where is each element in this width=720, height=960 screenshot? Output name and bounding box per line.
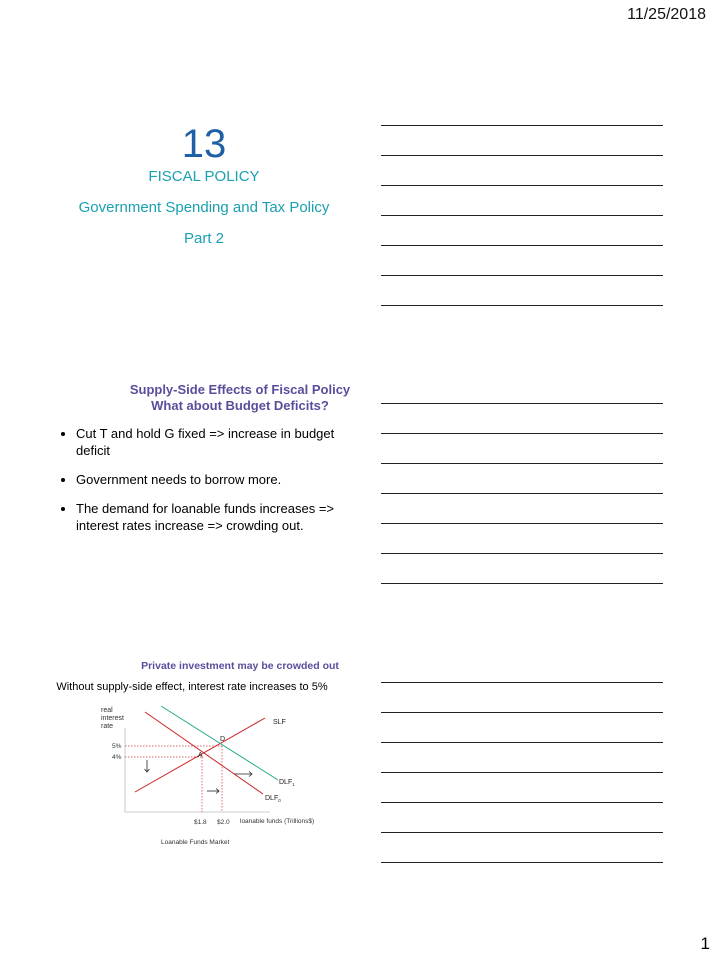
dlf0-label: $DLF_0$ bbox=[265, 795, 281, 803]
note-line bbox=[381, 185, 663, 186]
quantity-high-label: $2.0 bbox=[217, 819, 230, 826]
slide1-subtitle: Government Spending and Tax Policy bbox=[78, 199, 330, 216]
slide1-part: Part 2 bbox=[183, 230, 225, 247]
rate-low-label: 4% bbox=[112, 754, 122, 761]
note-line bbox=[381, 245, 663, 246]
note-line bbox=[381, 583, 663, 584]
slide1-title: FISCAL POLICY bbox=[148, 168, 260, 185]
loanable-funds-diagram bbox=[80, 700, 380, 860]
point-d-label: D bbox=[220, 736, 226, 743]
slf-label: SLF bbox=[273, 719, 286, 726]
slide2-title-line2: What about Budget Deficits? bbox=[151, 398, 329, 413]
dlf1-curve bbox=[161, 706, 278, 780]
slide2-title bbox=[40, 382, 440, 414]
note-line bbox=[381, 275, 663, 276]
y-axis-label-line3: rate bbox=[101, 723, 114, 730]
rate-high-label: 5% bbox=[112, 743, 122, 750]
note-line bbox=[381, 862, 663, 863]
y-axis-label-line1: real bbox=[101, 707, 113, 714]
slide2-bullet-list bbox=[58, 425, 366, 546]
note-line bbox=[381, 802, 663, 803]
chapter-number: 13 bbox=[181, 122, 227, 166]
note-line bbox=[381, 155, 663, 156]
note-line bbox=[381, 433, 663, 434]
quantity-low-label: $1.8 bbox=[194, 819, 207, 826]
dlf0-curve bbox=[145, 712, 263, 794]
note-line bbox=[381, 463, 663, 464]
slide3-title: Private investment may be crowded out bbox=[141, 660, 339, 672]
header-date: 11/25/2018 bbox=[627, 6, 706, 23]
note-line bbox=[381, 215, 663, 216]
page-number: 1 bbox=[700, 934, 710, 953]
note-line bbox=[381, 832, 663, 833]
note-line bbox=[381, 403, 663, 404]
note-line bbox=[381, 523, 663, 524]
note-line bbox=[381, 712, 663, 713]
down-arrow-icon bbox=[145, 760, 150, 772]
note-line bbox=[381, 305, 663, 306]
note-line bbox=[381, 125, 663, 126]
right-arrow-icon bbox=[207, 789, 219, 794]
bullet-item: • The demand for loanable funds increases => interest rates increase => crowding out. bbox=[76, 500, 366, 534]
dlf1-label: $DLF_1$ bbox=[279, 779, 295, 787]
diagram-caption: Loanable Funds Market bbox=[161, 839, 230, 846]
bullet-item: • Cut T and hold G fixed => increase in budget deficit bbox=[76, 425, 366, 459]
note-line bbox=[381, 772, 663, 773]
bullet-item: • Government needs to borrow more. bbox=[76, 471, 366, 488]
slide3-subtitle: Without supply-side effect, interest rate increases to 5% bbox=[56, 681, 328, 693]
slide2-title-line1: Supply-Side Effects of Fiscal Policy bbox=[129, 382, 351, 397]
note-line bbox=[381, 493, 663, 494]
note-line bbox=[381, 682, 663, 683]
x-axis-label: loanable funds (Trillions$) bbox=[240, 818, 315, 825]
note-line bbox=[381, 742, 663, 743]
note-line bbox=[381, 553, 663, 554]
y-axis-label-line2: interest bbox=[101, 715, 124, 722]
point-a-label: A bbox=[198, 752, 203, 759]
